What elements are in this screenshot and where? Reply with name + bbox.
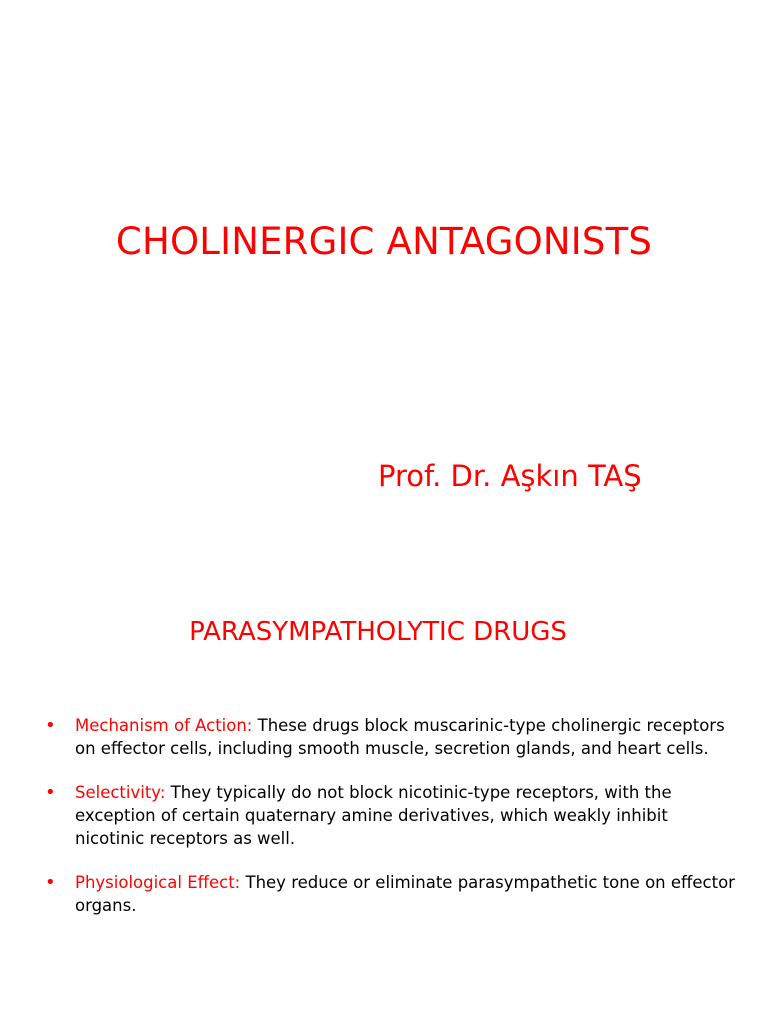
author-name: Prof. Dr. Aşkın TAŞ [378,459,642,493]
bullet-text: They typically do not block nicotinic-type receptors, with the exception of certain quaternary amine derivatives, which weakly inhibit nicotinic receptors as well. [75,783,672,848]
bullet-list [45,714,735,938]
slide-title: CHOLINERGIC ANTAGONISTS [115,220,653,263]
bullet-item-mechanism [45,714,735,760]
bullet-text: These drugs block muscarinic-type cholinergic receptors on effector cells, including smooth muscle, secretion glands, and heart cells. [75,716,725,758]
bullet-item-selectivity [45,781,735,850]
bullet-marker-icon: • [45,782,56,803]
section-title: PARASYMPATHOLYTIC DRUGS [189,617,567,647]
bullet-label: Selectivity: [75,783,166,802]
bullet-label: Physiological Effect: [75,873,241,892]
bullet-text: They reduce or eliminate parasympathetic tone on effector organs. [75,873,735,915]
bullet-marker-icon: • [45,872,56,893]
bullet-label: Mechanism of Action: [75,716,253,735]
bullet-marker-icon: • [45,715,56,736]
bullet-item-physiological-effect [45,871,735,917]
